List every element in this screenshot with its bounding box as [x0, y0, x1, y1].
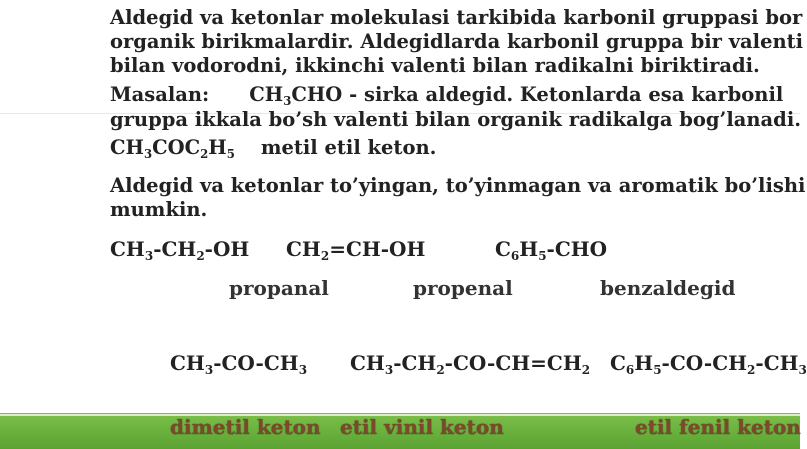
- label-benzaldegid: benzaldegid: [600, 276, 736, 300]
- para2-line2: mumkin.: [110, 198, 208, 221]
- formula-propanal: $CH_3-CH_2-OH$: [110, 237, 250, 264]
- para2-line1: Aldegid va ketonlar to’yingan, to’yinmagan va aromatik bo’lishi: [110, 174, 806, 197]
- formula-etil-fenil-keton: $C_6H_5-CO-CH_2-CH_3$: [610, 351, 807, 378]
- para1-line5: gruppa ikkala bo’sh valenti bilan organik radikalga bog’lanadi.: [110, 108, 802, 131]
- label-etil-fenil-keton: etil fenil keton: [635, 415, 801, 439]
- label-propanal: propanal: [229, 276, 329, 300]
- label-etil-vinil-keton: etil vinil keton: [340, 415, 504, 439]
- label-propenal: propenal: [413, 276, 513, 300]
- para1-line4: [110, 83, 783, 107]
- metil-etil-keton-label: metil etil keton.: [260, 136, 437, 159]
- para1-line6: [110, 136, 436, 160]
- formula-etil-vinil-keton: $CH_3-CH_2-CO-CH=CH_2$: [350, 351, 591, 378]
- label-dimetil-keton: dimetil keton: [170, 415, 321, 439]
- para1-line4-suffix: - sirka aldegid. Ketonlarda esa karbonil: [342, 83, 784, 106]
- formula-benzaldegid: $C_6H_5$-CHO: [495, 237, 608, 264]
- para1-line2: organik birikmalardir. Aldegidlarda karbonil gruppa bir valenti: [110, 30, 804, 53]
- para1-line1: Aldegid va ketonlar molekulasi tarkibida karbonil gruppasi bor: [110, 6, 803, 29]
- formula-ch3cho: $CH_3CHO$: [249, 83, 343, 109]
- masalan-label: Masalan:: [110, 83, 210, 106]
- para1-line3: bilan vodorodni, ikkinchi valenti bilan radikalni biriktiradi.: [110, 54, 760, 77]
- formula-ch3coc2h5: $CH_3COC_2H_5$: [110, 136, 235, 162]
- formula-propenal: $CH_2=CH-OH$: [286, 237, 426, 264]
- formula-dimetil-keton: $CH_3-CO-CH_3$: [170, 351, 308, 378]
